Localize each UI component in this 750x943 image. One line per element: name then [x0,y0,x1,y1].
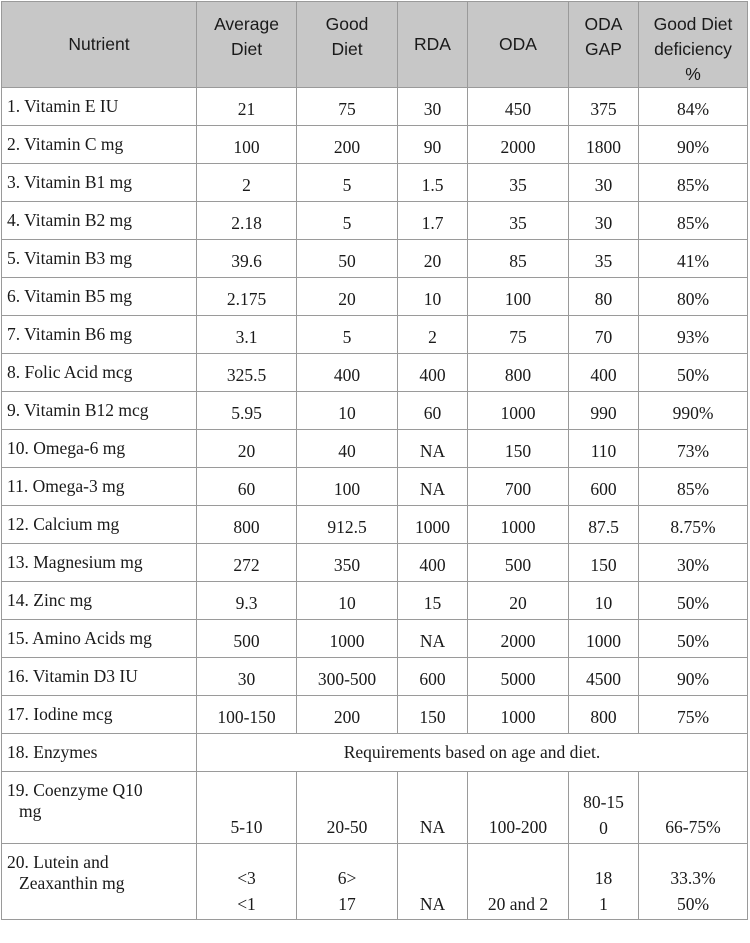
oda-value: 85 [468,240,569,278]
average-diet-value: 20 [197,430,297,468]
oda-value: 35 [468,164,569,202]
deficiency-value: 50% [639,582,748,620]
oda-value: 500 [468,544,569,582]
table-row [2,620,748,658]
header-good-diet [297,2,398,88]
average-diet-value: 2.18 [197,202,297,240]
deficiency-value: 30% [639,544,748,582]
oda-gap-value: 1800 [569,126,639,164]
good-diet-line: 6> [337,868,357,888]
table-row [2,240,748,278]
average-diet-value: 3.1 [197,316,297,354]
table-row [2,278,748,316]
deficiency-value: 85% [639,468,748,506]
average-diet-value: 60 [197,468,297,506]
header-average-diet-line: Diet [230,39,263,59]
good-diet-value [297,844,398,920]
good-diet-value: 20 [297,278,398,316]
oda-value: 5000 [468,658,569,696]
nutrient-name: 13. Magnesium mg [2,544,197,582]
table-row-lutein [2,844,748,920]
nutrient-name-line: 20. Lutein and [7,852,109,872]
enzymes-note: Requirements based on age and diet. [197,734,748,772]
good-diet-value: 40 [297,430,398,468]
table-row [2,506,748,544]
oda-value: 20 and 2 [468,844,569,920]
oda-gap-value [569,844,639,920]
table-row [2,354,748,392]
average-diet-value: 39.6 [197,240,297,278]
average-diet-value: 100-150 [197,696,297,734]
oda-gap-value: 80 [569,278,639,316]
table-row [2,582,748,620]
nutrient-name: 9. Vitamin B12 mcg [2,392,197,430]
rda-value: 2 [398,316,468,354]
average-diet-value: 500 [197,620,297,658]
rda-value: NA [398,844,468,920]
rda-value: 150 [398,696,468,734]
nutrient-name: 17. Iodine mcg [2,696,197,734]
oda-value: 1000 [468,696,569,734]
nutrient-name: 6. Vitamin B5 mg [2,278,197,316]
good-diet-value: 75 [297,88,398,126]
average-diet-value: 5.95 [197,392,297,430]
nutrient-name: 1. Vitamin E IU [2,88,197,126]
header-oda: ODA [468,2,569,88]
deficiency-value: 90% [639,658,748,696]
header-deficiency-line: % [685,64,701,84]
oda-gap-line: 18 [594,868,613,888]
rda-value: 1.5 [398,164,468,202]
oda-gap-line: 1 [599,894,608,914]
table-row [2,468,748,506]
average-diet-value: 325.5 [197,354,297,392]
table-row [2,430,748,468]
oda-value: 2000 [468,126,569,164]
good-diet-value: 300-500 [297,658,398,696]
deficiency-value: 75% [639,696,748,734]
oda-value: 450 [468,88,569,126]
nutrient-name: 10. Omega-6 mg [2,430,197,468]
table-row [2,88,748,126]
deficiency-value: 73% [639,430,748,468]
average-diet-value: 272 [197,544,297,582]
table-row [2,392,748,430]
table-row-coq10 [2,772,748,844]
good-diet-value: 5 [297,164,398,202]
rda-value: NA [398,468,468,506]
good-diet-value: 10 [297,582,398,620]
oda-value: 75 [468,316,569,354]
average-diet-value: 2 [197,164,297,202]
header-oda-gap-line: GAP [585,39,622,59]
good-diet-value: 400 [297,354,398,392]
oda-gap-line: 80-15 [583,792,624,812]
rda-value: 20 [398,240,468,278]
average-diet-value: 800 [197,506,297,544]
good-diet-line: 17 [338,894,356,914]
rda-value: NA [398,620,468,658]
oda-gap-value: 87.5 [569,506,639,544]
deficiency-value: 80% [639,278,748,316]
table-row [2,658,748,696]
header-deficiency-line: deficiency [654,39,732,59]
average-diet-line: <1 [237,894,256,914]
oda-gap-value: 150 [569,544,639,582]
nutrient-name: 12. Calcium mg [2,506,197,544]
nutrient-name: 18. Enzymes [2,734,197,772]
deficiency-value: 50% [639,620,748,658]
average-diet-value: 30 [197,658,297,696]
oda-gap-value: 110 [569,430,639,468]
header-good-diet-line: Good [325,14,369,34]
good-diet-value: 100 [297,468,398,506]
nutrient-name: 5. Vitamin B3 mg [2,240,197,278]
nutrient-name: 2. Vitamin C mg [2,126,197,164]
nutrient-name: 4. Vitamin B2 mg [2,202,197,240]
header-average-diet-line: Average [214,14,279,34]
deficiency-value [639,844,748,920]
good-diet-value: 200 [297,696,398,734]
table-row [2,696,748,734]
header-good-diet-line: Diet [331,39,363,59]
oda-gap-value: 375 [569,88,639,126]
rda-value: 400 [398,544,468,582]
header-oda-gap-line: ODA [584,14,623,34]
deficiency-value: 85% [639,202,748,240]
deficiency-line: 33.3% [670,868,716,888]
oda-gap-value: 30 [569,164,639,202]
oda-gap-value: 1000 [569,620,639,658]
oda-gap-value: 4500 [569,658,639,696]
oda-gap-value: 990 [569,392,639,430]
rda-value: 1000 [398,506,468,544]
deficiency-value: 90% [639,126,748,164]
oda-value: 2000 [468,620,569,658]
table-row [2,126,748,164]
good-diet-value: 50 [297,240,398,278]
good-diet-value: 200 [297,126,398,164]
oda-gap-line: 0 [599,818,608,838]
header-row [2,2,748,88]
rda-value: 90 [398,126,468,164]
deficiency-value: 84% [639,88,748,126]
table-row [2,164,748,202]
header-deficiency-line: Good Diet [653,14,733,34]
good-diet-value: 10 [297,392,398,430]
good-diet-value: 1000 [297,620,398,658]
nutrient-name-line: Zeaxanthin mg [19,873,125,893]
table-row [2,202,748,240]
nutrient-name-line: mg [19,801,42,821]
nutrient-name: 3. Vitamin B1 mg [2,164,197,202]
table-row-enzymes [2,734,748,772]
deficiency-value: 41% [639,240,748,278]
oda-value: 1000 [468,506,569,544]
good-diet-value: 912.5 [297,506,398,544]
nutrient-name: 15. Amino Acids mg [2,620,197,658]
oda-value: 35 [468,202,569,240]
header-average-diet [197,2,297,88]
good-diet-value: 5 [297,202,398,240]
oda-gap-value: 800 [569,696,639,734]
table-row [2,316,748,354]
oda-gap-value: 70 [569,316,639,354]
oda-value: 100-200 [468,772,569,844]
nutrient-name: 16. Vitamin D3 IU [2,658,197,696]
oda-gap-value: 400 [569,354,639,392]
nutrient-name: 14. Zinc mg [2,582,197,620]
rda-value: 60 [398,392,468,430]
deficiency-value: 990% [639,392,748,430]
average-diet-value: 5-10 [197,772,297,844]
deficiency-value: 50% [639,354,748,392]
oda-value: 100 [468,278,569,316]
oda-gap-value: 30 [569,202,639,240]
good-diet-value: 350 [297,544,398,582]
good-diet-value: 5 [297,316,398,354]
oda-gap-value [569,772,639,844]
table-row [2,544,748,582]
deficiency-value: 8.75% [639,506,748,544]
nutrient-name [2,844,197,920]
oda-value: 20 [468,582,569,620]
good-diet-value: 20-50 [297,772,398,844]
deficiency-value: 93% [639,316,748,354]
nutrient-name-line: 19. Coenzyme Q10 [7,780,143,800]
nutrient-table [1,1,748,920]
nutrient-name: 7. Vitamin B6 mg [2,316,197,354]
nutrient-name [2,772,197,844]
oda-value: 800 [468,354,569,392]
rda-value: 10 [398,278,468,316]
deficiency-value: 85% [639,164,748,202]
average-diet-value: 9.3 [197,582,297,620]
average-diet-value: 100 [197,126,297,164]
rda-value: 15 [398,582,468,620]
rda-value: NA [398,772,468,844]
header-nutrient: Nutrient [2,2,197,88]
rda-value: NA [398,430,468,468]
rda-value: 600 [398,658,468,696]
oda-value: 700 [468,468,569,506]
oda-gap-value: 10 [569,582,639,620]
rda-value: 30 [398,88,468,126]
nutrient-name: 8. Folic Acid mcg [2,354,197,392]
oda-gap-value: 600 [569,468,639,506]
header-oda-gap [569,2,639,88]
deficiency-line: 50% [676,894,710,914]
oda-gap-value: 35 [569,240,639,278]
nutrient-name: 11. Omega-3 mg [2,468,197,506]
oda-value: 150 [468,430,569,468]
average-diet-value [197,844,297,920]
deficiency-value: 66-75% [639,772,748,844]
rda-value: 400 [398,354,468,392]
header-rda: RDA [398,2,468,88]
average-diet-value: 2.175 [197,278,297,316]
oda-value: 1000 [468,392,569,430]
average-diet-value: 21 [197,88,297,126]
average-diet-line: <3 [237,868,256,888]
header-deficiency [639,2,748,88]
rda-value: 1.7 [398,202,468,240]
